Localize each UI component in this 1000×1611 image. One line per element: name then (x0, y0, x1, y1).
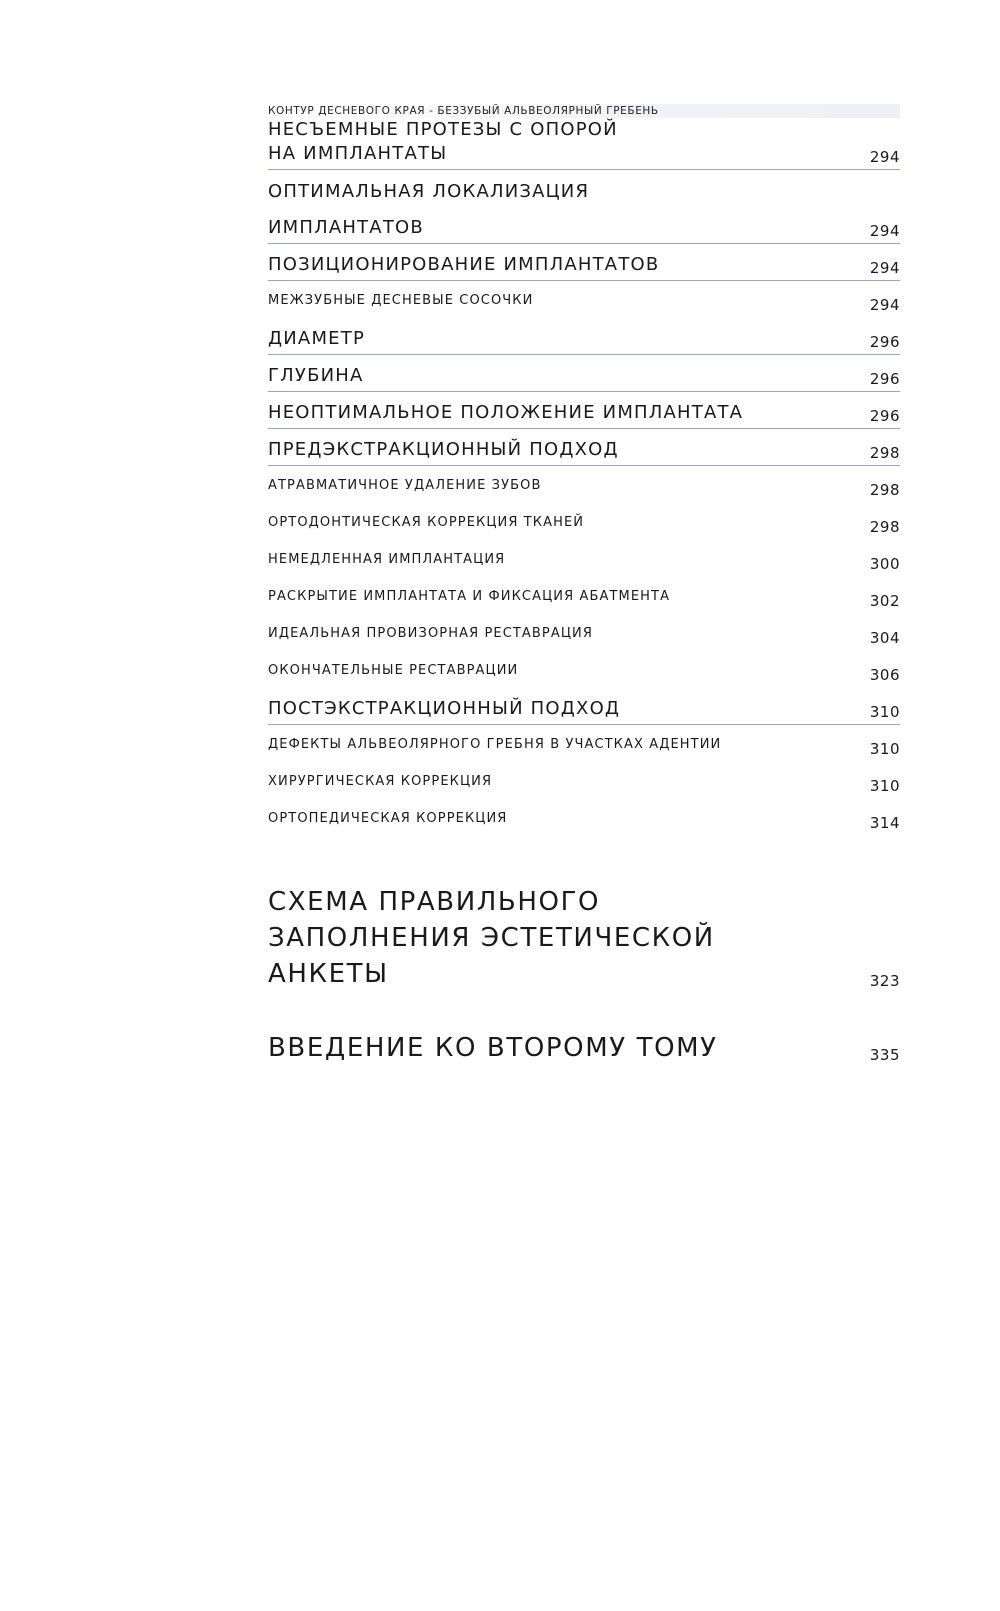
toc-entry-page: 300 (869, 555, 900, 573)
toc-entry-title: ОРТОПЕДИЧЕСКАЯ КОРРЕКЦИЯ (268, 811, 508, 826)
toc-entry-page: 296 (869, 407, 900, 425)
toc-entry-minor[interactable] (268, 614, 900, 651)
toc-chapter-page: 323 (869, 972, 900, 990)
toc-chapter-entry[interactable] (268, 884, 900, 992)
toc-entry-major[interactable] (268, 392, 900, 429)
table-of-contents (268, 104, 900, 1066)
toc-entry-title: РАСКРЫТИЕ ИМПЛАНТАТА И ФИКСАЦИЯ АБАТМЕНТА (268, 589, 671, 604)
toc-entry-minor[interactable] (268, 281, 900, 318)
spacer (268, 836, 900, 884)
toc-entry-title: ПОСТЭКСТРАКЦИОННЫЙ ПОДХОД (268, 698, 621, 719)
toc-entry-minor[interactable] (268, 762, 900, 799)
toc-chapter-entry[interactable] (268, 1030, 900, 1066)
toc-entry-major[interactable] (268, 429, 900, 466)
toc-entry-page: 294 (869, 148, 900, 166)
toc-entry-title: ПОЗИЦИОНИРОВАНИЕ ИМПЛАНТАТОВ (268, 254, 660, 275)
toc-entry-title: ГЛУБИНА (268, 365, 364, 386)
toc-entry-page: 294 (869, 222, 900, 240)
toc-entry-page: 314 (869, 814, 900, 832)
toc-entry-minor[interactable] (268, 466, 900, 503)
toc-entry-major[interactable] (268, 244, 900, 281)
toc-entry-major[interactable] (268, 207, 900, 244)
toc-entry-page: 296 (869, 333, 900, 351)
toc-entry-title: АТРАВМАТИЧНОЕ УДАЛЕНИЕ ЗУБОВ (268, 478, 542, 493)
toc-entry-page: 294 (869, 296, 900, 314)
toc-entry-title: ДИАМЕТР (268, 328, 365, 349)
toc-entry-title: ДЕФЕКТЫ АЛЬВЕОЛЯРНОГО ГРЕБНЯ В УЧАСТКАХ АДЕНТИИ (268, 737, 722, 752)
toc-entry-page: 298 (869, 444, 900, 462)
toc-entry-title: ПРЕДЭКСТРАКЦИОННЫЙ ПОДХОД (268, 439, 619, 460)
toc-entry-title: НЕСЪЕМНЫЕ ПРОТЕЗЫ С ОПОРОЙ НА ИМПЛАНТАТЫ (268, 119, 618, 164)
toc-entry-title: НЕОПТИМАЛЬНОЕ ПОЛОЖЕНИЕ ИМПЛАНТАТА (268, 402, 744, 423)
toc-entry-title: ИМПЛАНТАТОВ (268, 217, 424, 238)
toc-entry-major[interactable] (268, 118, 900, 170)
toc-entry-page: 310 (869, 777, 900, 795)
toc-entry-page: 294 (869, 259, 900, 277)
toc-chapter-title: ВВЕДЕНИЕ КО ВТОРОМУ ТОМУ (268, 1033, 718, 1063)
toc-entry-minor[interactable] (268, 725, 900, 762)
toc-chapter-page: 335 (869, 1046, 900, 1064)
section-header: КОНТУР ДЕСНЕВОГО КРАЯ - БЕЗЗУБЫЙ АЛЬВЕОЛЯРНЫЙ ГРЕБЕНЬ (268, 104, 900, 118)
toc-entry-major[interactable] (268, 318, 900, 355)
toc-entry-major[interactable] (268, 355, 900, 392)
toc-entry-title: ОРТОДОНТИЧЕСКАЯ КОРРЕКЦИЯ ТКАНЕЙ (268, 515, 585, 530)
toc-entry-title: ХИРУРГИЧЕСКАЯ КОРРЕКЦИЯ (268, 774, 493, 789)
toc-entry-page: 298 (869, 518, 900, 536)
toc-entry-page: 310 (869, 740, 900, 758)
toc-entry-minor[interactable] (268, 799, 900, 836)
toc-entry-major[interactable] (268, 170, 900, 207)
spacer (268, 992, 900, 1030)
toc-entry-title: ИДЕАЛЬНАЯ ПРОВИЗОРНАЯ РЕСТАВРАЦИЯ (268, 626, 594, 641)
toc-entry-title: НЕМЕДЛЕННАЯ ИМПЛАНТАЦИЯ (268, 552, 506, 567)
toc-entry-major[interactable] (268, 688, 900, 725)
toc-entry-minor[interactable] (268, 540, 900, 577)
toc-entry-title: ОПТИМАЛЬНАЯ ЛОКАЛИЗАЦИЯ (268, 181, 590, 202)
toc-entry-minor[interactable] (268, 577, 900, 614)
toc-entry-minor[interactable] (268, 651, 900, 688)
toc-entry-page: 296 (869, 370, 900, 388)
toc-entry-minor[interactable] (268, 503, 900, 540)
toc-entry-page: 298 (869, 481, 900, 499)
toc-entry-page: 304 (869, 629, 900, 647)
toc-entry-page: 306 (869, 666, 900, 684)
toc-entry-title: ОКОНЧАТЕЛЬНЫЕ РЕСТАВРАЦИИ (268, 663, 519, 678)
toc-chapter-title: СХЕМА ПРАВИЛЬНОГО ЗАПОЛНЕНИЯ ЭСТЕТИЧЕСКОЙ АНКЕТЫ (268, 887, 715, 989)
toc-entry-title: МЕЖЗУБНЫЕ ДЕСНЕВЫЕ СОСОЧКИ (268, 293, 534, 308)
toc-entry-page: 302 (869, 592, 900, 610)
toc-entry-page: 310 (869, 703, 900, 721)
